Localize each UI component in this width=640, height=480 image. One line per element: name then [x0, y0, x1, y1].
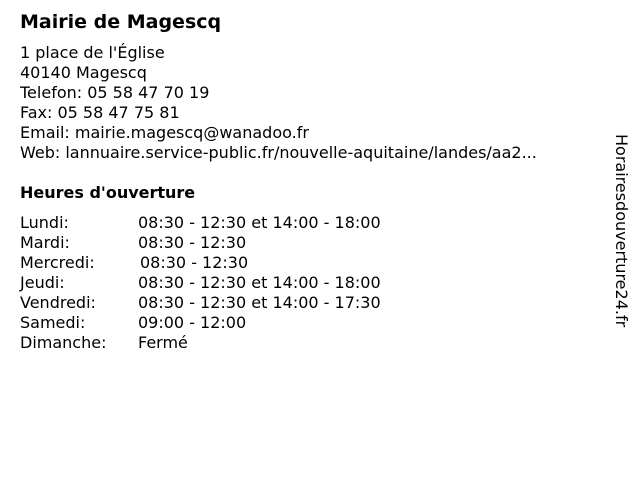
site-watermark: Horairesdouverture24.fr	[612, 134, 631, 328]
time-value: 09:00 - 12:00	[138, 313, 247, 332]
day-label: Dimanche:	[20, 333, 107, 352]
telephone-line: Telefon: 05 58 47 70 19	[20, 83, 210, 102]
day-label: Lundi:	[20, 213, 69, 232]
day-label: Vendredi:	[20, 293, 96, 312]
time-value: 08:30 - 12:30 et 14:00 - 17:30	[138, 293, 381, 312]
day-label: Mercredi:	[20, 253, 95, 272]
web-line: Web: lannuaire.service-public.fr/nouvelle-aquitaine/landes/aa2...	[20, 143, 537, 162]
fax-line: Fax: 05 58 47 75 81	[20, 103, 180, 122]
time-value: 08:30 - 12:30 et 14:00 - 18:00	[138, 273, 381, 292]
time-value: 08:30 - 12:30	[140, 253, 249, 272]
opening-hours-heading: Heures d'ouverture	[20, 183, 196, 202]
email-line: Email: mairie.magescq@wanadoo.fr	[20, 123, 309, 142]
page-title: Mairie de Magescq	[20, 11, 222, 33]
contact-block	[20, 43, 537, 163]
address-line-2: 40140 Magescq	[20, 63, 147, 82]
time-value: Fermé	[138, 333, 188, 352]
day-label: Samedi:	[20, 313, 86, 332]
time-value: 08:30 - 12:30	[138, 233, 247, 252]
day-label: Jeudi:	[20, 273, 65, 292]
address-line-1: 1 place de l'Église	[20, 43, 165, 62]
time-value: 08:30 - 12:30 et 14:00 - 18:00	[138, 213, 381, 232]
day-label: Mardi:	[20, 233, 70, 252]
